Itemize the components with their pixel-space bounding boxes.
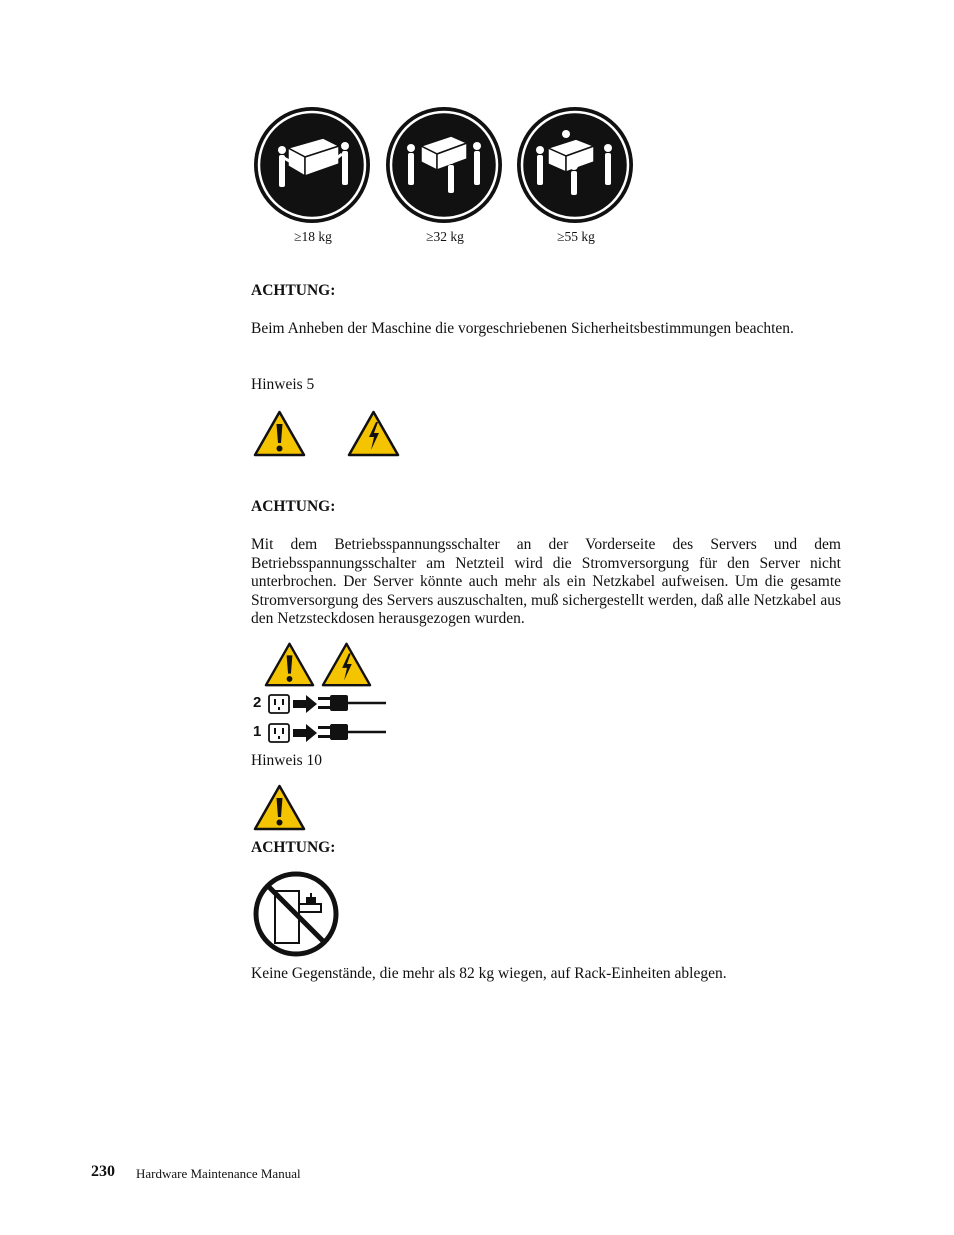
notice-text: Mit dem Betriebsspannungsschalter an der Vorderseite des Servers und dem Betriebsspannungsschalter am Netzteil wird die Stromversorgung für den Server nicht unterbrochen. Der Server könnte auch mehr als ein Netzkabel aufweisen. Um die gesamte Stromversorgung des Servers auszuschalten, muß sichergestellt werden, daß alle Netzkabel aus den Netzsteckdosen herausgezogen wurden.	[251, 536, 841, 627]
lift-caption-55kg: ≥55 kg	[557, 229, 595, 244]
notice-heading: ACHTUNG:	[251, 498, 336, 515]
power-plug-icon	[318, 695, 386, 713]
caution-triangle-icon	[253, 784, 306, 831]
manual-title: Hardware Maintenance Manual	[136, 1166, 301, 1181]
plug-label-2: 2	[253, 694, 262, 711]
lift-caption-32kg: ≥32 kg	[426, 229, 464, 244]
notice-heading: ACHTUNG:	[251, 839, 336, 856]
notice-text: Beim Anheben der Maschine die vorgeschriebenen Sicherheitsbestimmungen beachten.	[251, 320, 794, 337]
caution-triangle-icon	[264, 641, 315, 688]
power-plug-icon	[318, 724, 386, 742]
lift-two-person-icon	[253, 106, 371, 224]
hinweis-label: Hinweis 5	[251, 376, 315, 393]
page-number: 230	[91, 1163, 115, 1180]
caution-triangle-icon	[253, 410, 306, 457]
lift-caption-18kg: ≥18 kg	[294, 229, 332, 244]
electrical-hazard-triangle-icon	[347, 410, 400, 457]
hinweis-label: Hinweis 10	[251, 752, 323, 769]
power-outlet-icon	[268, 723, 290, 743]
arrow-right-icon	[293, 694, 318, 714]
lift-four-person-icon	[516, 106, 634, 224]
notice-text: Keine Gegenstände, die mehr als 82 kg wiegen, auf Rack-Einheiten ablegen.	[251, 965, 727, 982]
notice-heading: ACHTUNG:	[251, 282, 336, 299]
power-outlet-icon	[268, 694, 290, 714]
lift-three-person-icon	[385, 106, 503, 224]
arrow-right-icon	[293, 723, 318, 743]
electrical-hazard-triangle-icon	[321, 641, 372, 688]
plug-label-1: 1	[253, 723, 262, 740]
no-heavy-load-on-rack-icon	[253, 871, 339, 957]
